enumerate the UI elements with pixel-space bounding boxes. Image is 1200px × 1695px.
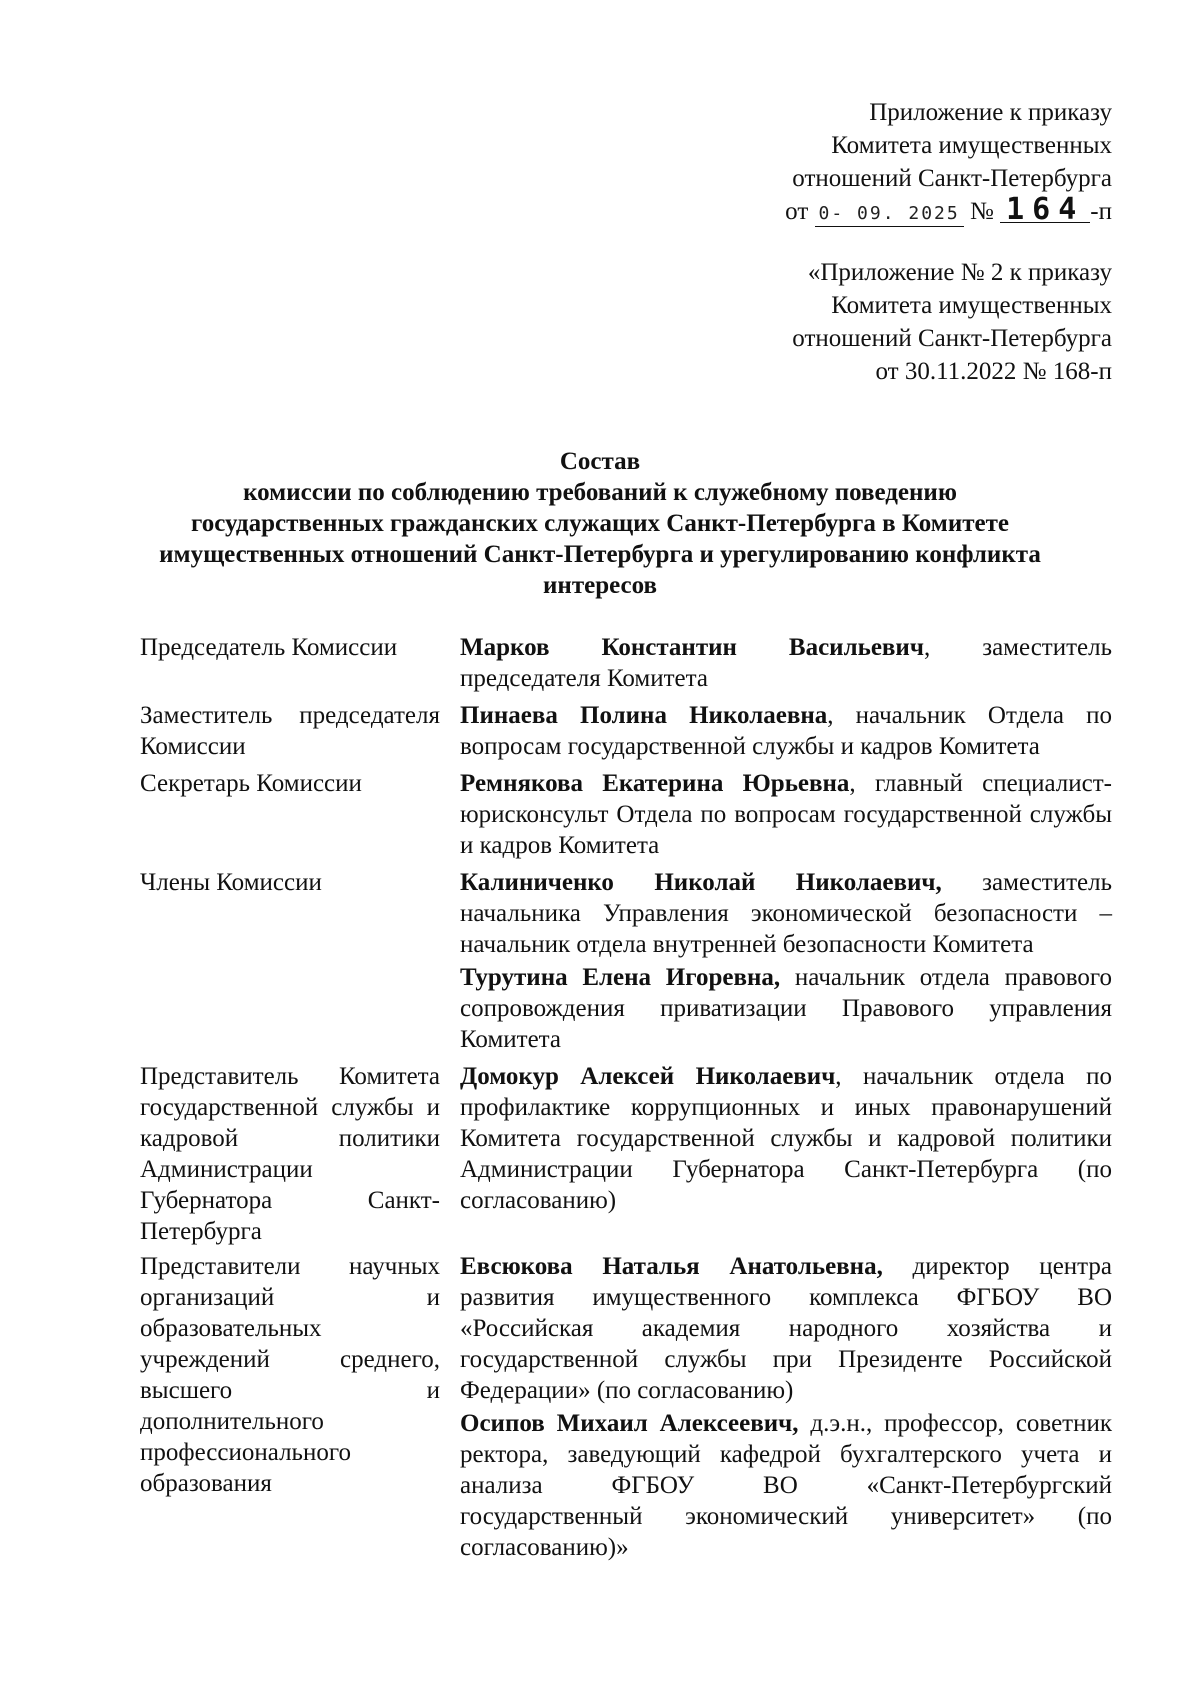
appendix-line: Приложение к приказу bbox=[869, 99, 1112, 126]
member-role: Представитель Комитета государственной службы и кадровой политики Администрации Губернатора Санкт-Петербурга bbox=[140, 1063, 440, 1245]
title-line: интересов bbox=[543, 572, 657, 599]
member-persons bbox=[460, 768, 1112, 863]
document-title bbox=[130, 446, 1070, 601]
member-person bbox=[460, 1061, 1112, 1216]
appendix2-line: от 30.11.2022 № 168-п bbox=[875, 358, 1112, 385]
member-name: Турутина Елена Игоревна, bbox=[460, 964, 781, 991]
member-row bbox=[140, 768, 1112, 863]
member-position: начальник отдела правового сопровождения приватизации Правового управления Комитета bbox=[460, 964, 1113, 1053]
member-person bbox=[460, 867, 1112, 960]
member-name: Осипов Михаил Алексеевич, bbox=[460, 1410, 799, 1437]
number-suffix: -п bbox=[1090, 198, 1112, 225]
member-name: Ремнякова Екатерина Юрьевна bbox=[460, 770, 850, 797]
title-line: комиссии по соблюдению требований к служебному поведению bbox=[243, 479, 957, 506]
member-position: заместитель начальника Управления экономической безопасности – начальник отдела внутренней безопасности Комитета bbox=[460, 869, 1112, 958]
member-position: директор центра развития имущественного комплекса ФГБОУ ВО «Российская академия народного хозяйства и государственной службы при Президенте Российской Федерации» (по согласованию) bbox=[460, 1253, 1112, 1404]
member-person bbox=[460, 1408, 1112, 1563]
appendix-line: Комитета имущественных bbox=[831, 132, 1112, 159]
member-role: Представители научных организаций и образовательных учреждений среднего, высшего и дополнительного профессионального образования bbox=[140, 1253, 440, 1497]
member-name: Марков Константин Васильевич bbox=[460, 634, 924, 661]
member-persons bbox=[460, 1251, 1112, 1565]
member-position: , начальник Отдела по вопросам государственной службы и кадров Комитета bbox=[460, 702, 1112, 760]
member-person bbox=[460, 1251, 1112, 1406]
member-persons bbox=[460, 632, 1112, 696]
appendix2-line: отношений Санкт-Петербурга bbox=[792, 325, 1112, 352]
member-row bbox=[140, 1251, 1112, 1565]
member-row bbox=[140, 632, 1112, 696]
title-line: имущественных отношений Санкт-Петербурга и урегулированию конфликта bbox=[159, 541, 1041, 568]
member-role: Члены Комиссии bbox=[140, 869, 322, 896]
member-person bbox=[460, 632, 1112, 694]
member-position: , начальник отдела по профилактике коррупционных и иных правонарушений Комитета государственной службы и кадровой политики Администрации Губернатора Санкт-Петербурга (по согласованию) bbox=[460, 1063, 1112, 1214]
member-persons bbox=[460, 1061, 1112, 1247]
member-name: Пинаева Полина Николаевна bbox=[460, 702, 828, 729]
title-line: государственных гражданских служащих Санкт-Петербурга в Комитете bbox=[191, 510, 1009, 537]
appendix2-line: «Приложение № 2 к приказу bbox=[807, 259, 1112, 286]
member-person bbox=[460, 962, 1112, 1055]
appendix2-header bbox=[792, 256, 1112, 388]
member-role: Заместитель председателя Комиссии bbox=[140, 702, 440, 760]
member-name: Калиниченко Николай Николаевич, bbox=[460, 869, 942, 896]
member-role: Секретарь Комиссии bbox=[140, 770, 362, 797]
member-persons bbox=[460, 700, 1112, 764]
appendix-header bbox=[785, 96, 1112, 228]
from-label: от bbox=[785, 198, 809, 225]
appendix2-line: Комитета имущественных bbox=[831, 292, 1112, 319]
member-person bbox=[460, 700, 1112, 762]
order-date-number-line bbox=[785, 192, 1112, 228]
member-name: Домокур Алексей Николаевич bbox=[460, 1063, 836, 1090]
title-line: Состав bbox=[559, 448, 641, 475]
handwritten-date: 0- 09. 2025 bbox=[815, 202, 964, 227]
member-person bbox=[460, 768, 1112, 861]
commission-members-list bbox=[140, 632, 1112, 1569]
appendix-line: отношений Санкт-Петербурга bbox=[792, 165, 1112, 192]
member-role: Председатель Комиссии bbox=[140, 634, 398, 661]
member-position: д.э.н., профессор, советник ректора, заведующий кафедрой бухгалтерского учета и анализа ФГБОУ ВО «Санкт-Петербургский государственный экономический университет» (по согласованию)» bbox=[460, 1410, 1112, 1561]
handwritten-order-number: 164 bbox=[1000, 198, 1090, 223]
member-position: , главный специалист-юрисконсульт Отдела по вопросам государственной службы и кадров Комитета bbox=[460, 770, 1112, 859]
member-row bbox=[140, 867, 1112, 1057]
member-row bbox=[140, 1061, 1112, 1247]
member-name: Евсюкова Наталья Анатольевна, bbox=[460, 1253, 883, 1280]
number-label: № bbox=[969, 198, 994, 225]
member-position: , заместитель председателя Комитета bbox=[460, 634, 1112, 692]
member-row bbox=[140, 700, 1112, 764]
member-persons bbox=[460, 867, 1112, 1057]
